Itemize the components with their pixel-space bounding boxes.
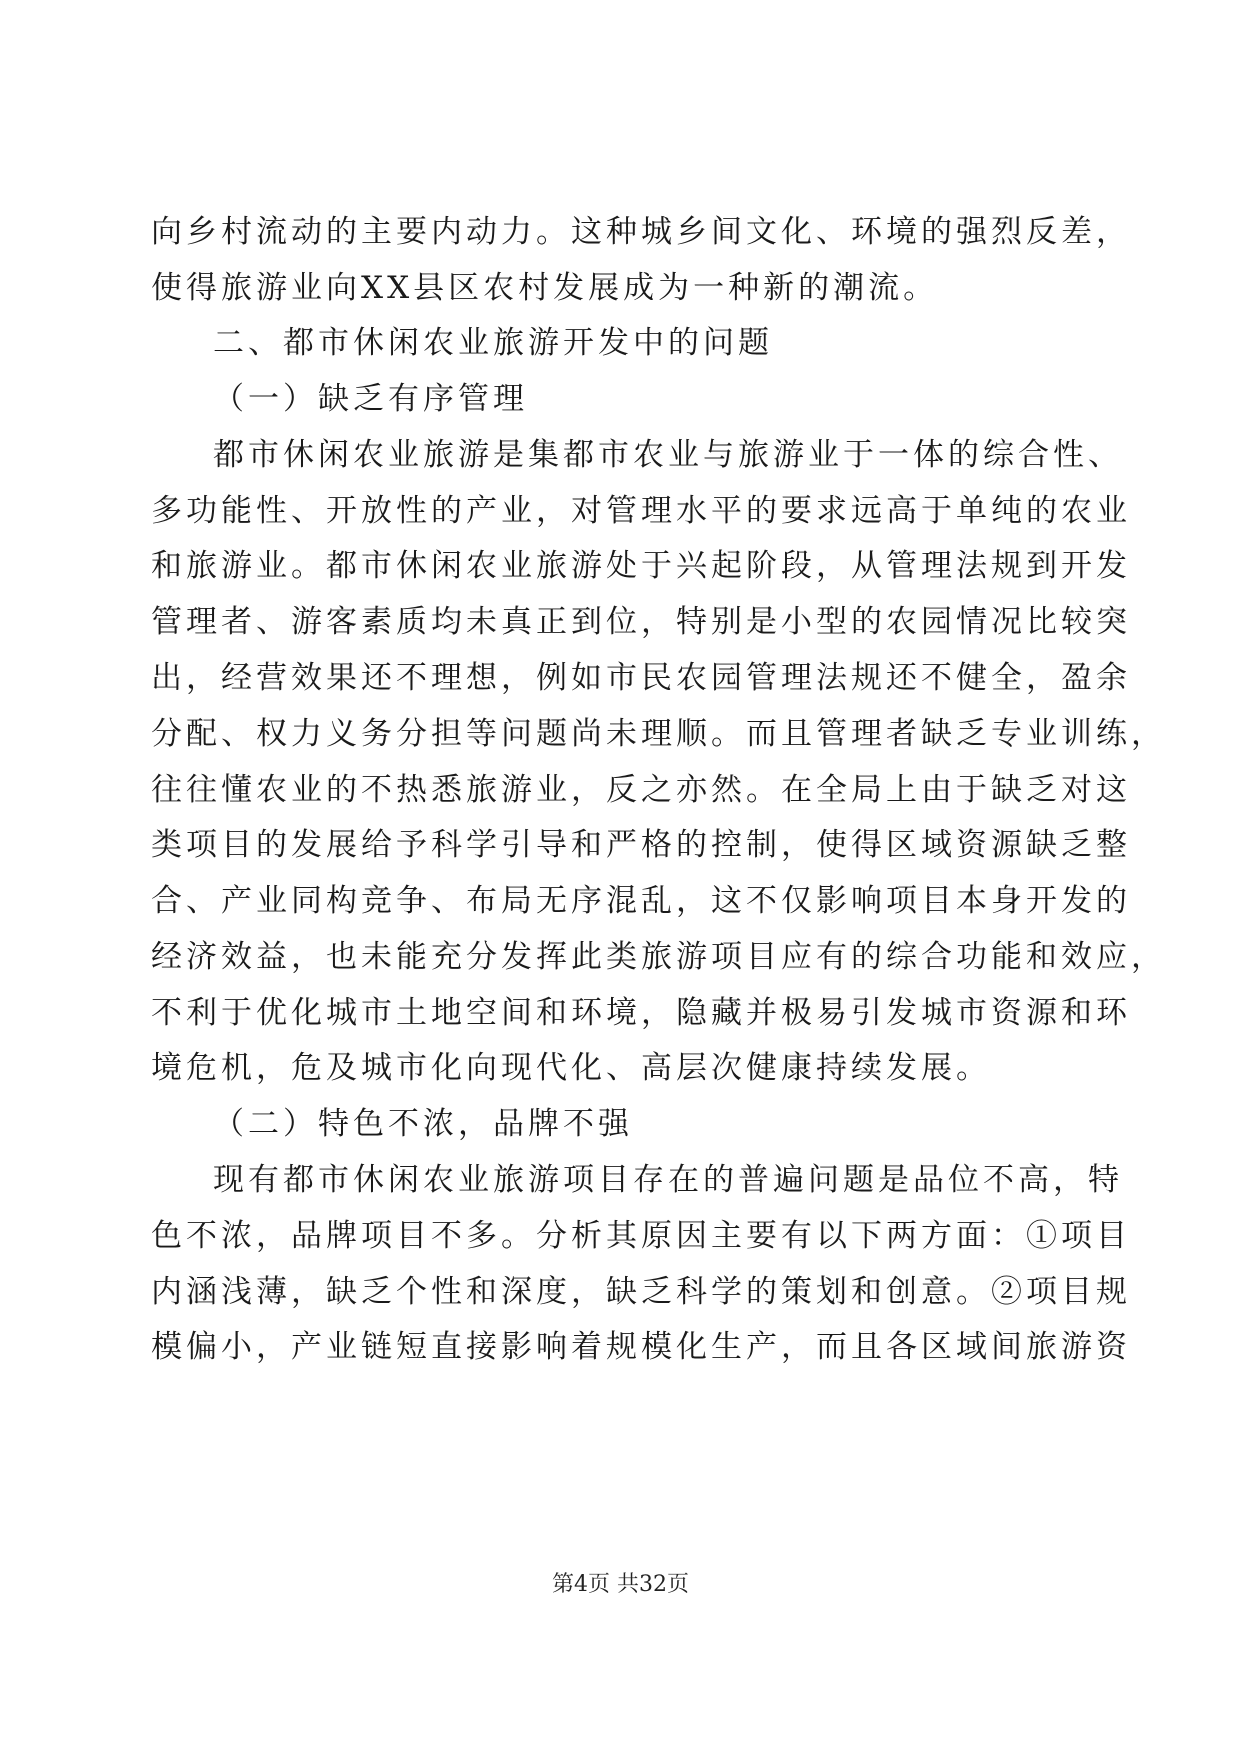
text-line-12: 类项目的发展给予科学引导和严格的控制，使得区域资源缺乏整	[151, 827, 1131, 863]
subsection-heading-2: （二）特色不浓，品牌不强	[213, 1106, 633, 1142]
text-line-8: 管理者、游客素质均未真正到位，特别是小型的农园情况比较突	[151, 604, 1131, 640]
text-line-10: 分配、权力义务分担等问题尚未理顺。而且管理者缺乏专业训练，	[151, 716, 1166, 752]
text-line-15: 不利于优化城市土地空间和环境，隐藏并极易引发城市资源和环	[151, 995, 1131, 1031]
text-line-14: 经济效益，也未能充分发挥此类旅游项目应有的综合功能和效应，	[151, 939, 1166, 975]
text-line-6: 多功能性、开放性的产业，对管理水平的要求远高于单纯的农业	[151, 493, 1131, 529]
text-line-16: 境危机，危及城市化向现代化、高层次健康持续发展。	[151, 1050, 991, 1086]
text-line-11: 往往懂农业的不热悉旅游业，反之亦然。在全局上由于缺乏对这	[151, 772, 1131, 808]
text-line-21: 模偏小，产业链短直接影响着规模化生产，而且各区域间旅游资	[151, 1329, 1131, 1365]
text-line-2: 使得旅游业向XX县区农村发展成为一种新的潮流。	[151, 270, 939, 306]
text-line-19: 色不浓，品牌项目不多。分析其原因主要有以下两方面：①项目	[151, 1218, 1131, 1254]
page-footer: 第4页 共32页	[552, 1572, 689, 1597]
text-line-13: 合、产业同构竞争、布局无序混乱，这不仅影响项目本身开发的	[151, 883, 1131, 919]
text-line-1: 向乡村流动的主要内动力。这种城乡间文化、环境的强烈反差，	[151, 214, 1131, 250]
text-line-7: 和旅游业。都市休闲农业旅游处于兴起阶段，从管理法规到开发	[151, 548, 1131, 584]
text-line-5: 都市休闲农业旅游是集都市农业与旅游业于一体的综合性、	[213, 437, 1123, 473]
text-line-18: 现有都市休闲农业旅游项目存在的普遍问题是品位不高，特	[213, 1162, 1123, 1198]
text-line-9: 出，经营效果还不理想，例如市民农园管理法规还不健全，盈余	[151, 660, 1131, 696]
section-heading: 二、都市休闲农业旅游开发中的问题	[213, 325, 773, 361]
text-line-20: 内涵浅薄，缺乏个性和深度，缺乏科学的策划和创意。②项目规	[151, 1274, 1131, 1310]
subsection-heading-1: （一）缺乏有序管理	[213, 381, 528, 417]
